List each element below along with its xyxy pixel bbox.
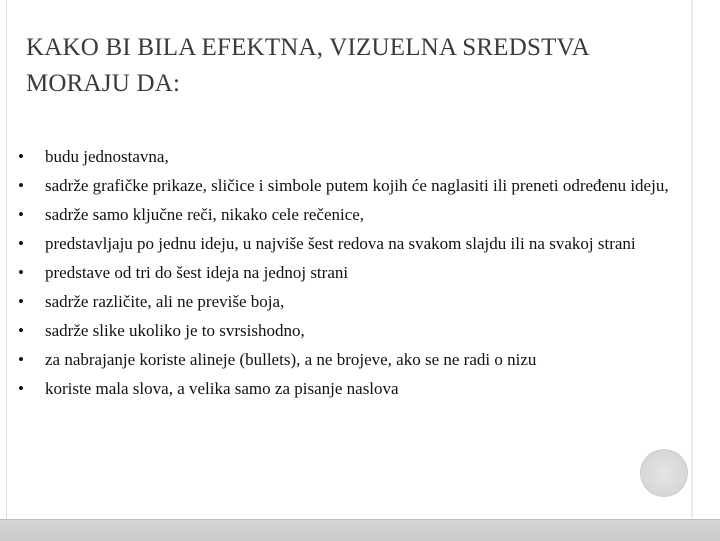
bullet-item: • predstavljaju po jednu ideju, u najviše šest redova na svakom slajdu ili na svakoj strani	[18, 232, 698, 255]
bullet-item: • za nabrajanje koriste alineje (bullets), a ne brojeve, ako se ne radi o nizu	[18, 348, 698, 371]
decorative-circle	[640, 449, 688, 497]
slide-title-line-2: MORAJU DA:	[26, 70, 181, 97]
slide-title	[26, 30, 686, 102]
bullet-item: • sadrže slike ukoliko je to svrsishodno,	[18, 319, 698, 342]
bullet-item: • predstave od tri do šest ideja na jednoj strani	[18, 261, 698, 284]
bullet-list	[18, 145, 698, 406]
bullet-item: • budu jednostavna,	[18, 145, 698, 168]
bullet-item: • koriste mala slova, a velika samo za pisanje naslova	[18, 377, 698, 400]
slide-title-line-1: KAKO BI BILA EFEKTNA, VIZUELNA SREDSTVA	[26, 34, 590, 61]
bullet-item: • sadrže grafičke prikaze, sličice i simbole putem kojih će naglasiti ili preneti određenu ideju,	[18, 174, 698, 197]
bullet-item: • sadrže samo ključne reči, nikako cele rečenice,	[18, 203, 698, 226]
bullet-item: • sadrže različite, ali ne previše boja,	[18, 290, 698, 313]
bottom-bar	[0, 519, 720, 541]
